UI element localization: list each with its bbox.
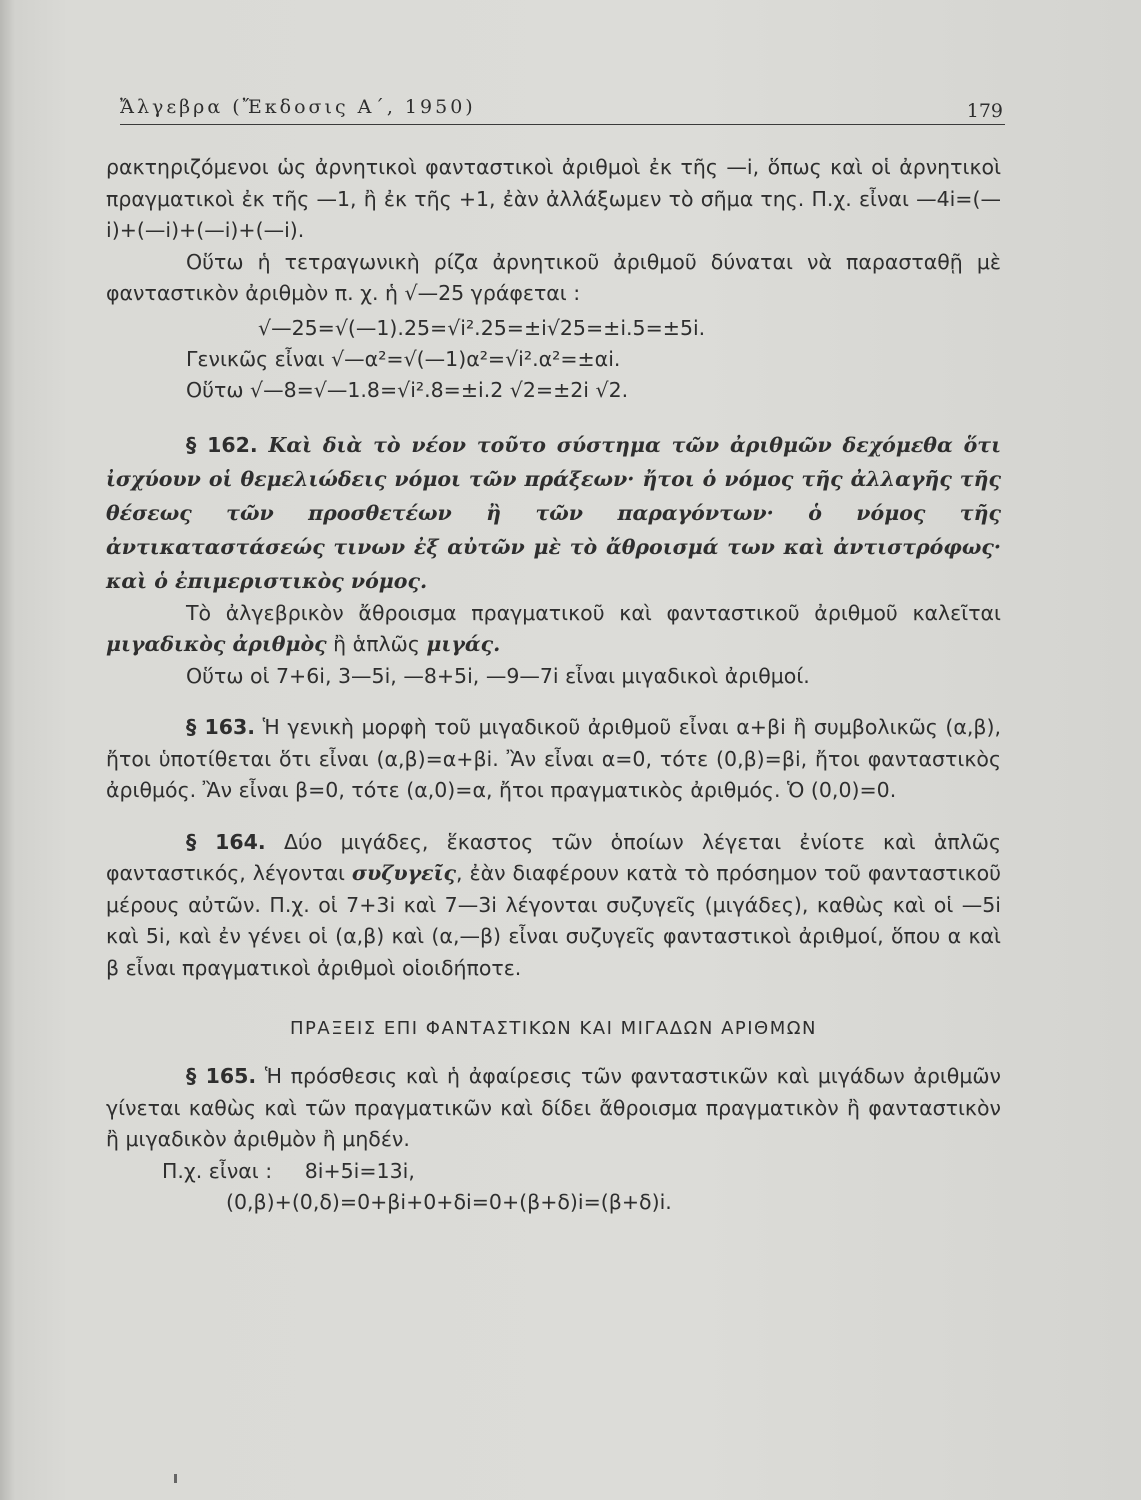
- equation-sqrt-8: Οὕτω √—8=√—1.8=√i².8=±i.2 √2=±2i √2.: [186, 377, 629, 402]
- section-164-text-b: , ἐὰν διαφέρουν κατὰ τὸ πρόσημον τοῦ φανταστικοῦ μέρους αὐτῶν. Π.χ. οἱ 7+3i καὶ 7—3i λέγονται συζυγεῖς (μιγάδες), καθὼς καὶ οἱ —5i καὶ 5i, καὶ ἐν γένει οἱ (α,β) καὶ (α,—β) εἶναι συζυγεῖς φανταστικοὶ ἀριθμοί, ὅπου α καὶ β εἶναι πραγματικοὶ ἀριθμοὶ οἱοιδήποτε.: [106, 861, 1001, 980]
- paragraph-complex-examples: Οὕτω οἱ 7+6i, 3—5i, —8+5i, —9—7i εἶναι μιγαδικοὶ ἀριθμοί.: [186, 663, 810, 688]
- section-163: [106, 712, 1001, 807]
- running-header: [120, 94, 1005, 125]
- section-162-text: Καὶ διὰ τὸ νέον τοῦτο σύστημα τῶν ἀριθμῶν δεχόμεθα ὅτι ἰσχύουν οἱ θεμελιώδεις νόμοι τῶν πράξεων· ἤτοι ὁ νόμος τῆς ἀλλαγῆς τῆς θέσεως τῶν προσθετέων ἢ τῶν παραγόντων· ὁ νόμος τῆς ἀντικαταστάσεώς τινων ἐξ αὐτῶν μὲ τὸ ἄθροισμά των καὶ ἀντιστρόφως· καὶ ὁ ἐπιμεριστικὸς νόμος.: [106, 432, 1001, 593]
- section-163-text: Ἡ γενικὴ μορφὴ τοῦ μιγαδικοῦ ἀριθμοῦ εἶναι α+βi ἢ συμβολικῶς (α,β), ἤτοι ὑποτίθεται ὅτι εἶναι (α,β)=α+βi. Ἂν εἶναι α=0, τότε (0,β)=βi, ἤτοι φανταστικὸς ἀριθμός. Ἂν εἶναι β=0, τότε (α,0)=α, ἤτοι πραγματικὸς ἀριθμός. Ὁ (0,0)=0.: [106, 715, 1001, 802]
- section-164-text-a: Δύο μιγάδες, ἕκαστος τῶν ὁποίων λέγεται ἐνίοτε καὶ ἁπλῶς φανταστικός, λέγονται: [106, 829, 1002, 885]
- section-165-text: Ἡ πρόσθεσις καὶ ἡ ἀφαίρεσις τῶν φανταστικῶν καὶ μιγάδων ἀριθμῶν γίνεται καθὼς καὶ τῶν πραγματικῶν καὶ δίδει ἄθροισμα πραγματικὸν ἢ φανταστικὸν ἢ μιγαδικὸν ἀριθμὸν ἢ μηδέν.: [106, 1064, 1002, 1151]
- chapter-heading: ΠΡΑΞΕΙΣ ΕΠΙ ΦΑΝΤΑΣΤΙΚΩΝ ΚΑΙ ΜΙΓΑΔΩΝ ΑΡΙΘΜΩΝ: [290, 1018, 817, 1039]
- term-complex-number: μιγαδικὸς ἀριθμὸς: [106, 632, 327, 656]
- term-conjugate: συζυγεῖς: [351, 861, 456, 885]
- page-body: [106, 152, 1001, 1218]
- paragraph-continuation: ρακτηριζόμενοι ὡς ἀρνητικοὶ φανταστικοὶ ἀριθμοὶ ἐκ τῆς —i, ὅπως καὶ οἱ ἀρνητικοὶ πραγματικοὶ ἐκ τῆς —1, ἢ ἐκ τῆς +1, ἐὰν ἀλλάξωμεν τὸ σῆμα της. Π.χ. εἶναι —4i=(—i)+(—i)+(—i)+(—i).: [106, 155, 1001, 242]
- term-migas: μιγάς.: [426, 632, 501, 656]
- page-spine-shadow: [0, 0, 14, 1500]
- section-number-163: § 163.: [186, 715, 256, 739]
- section-162: [106, 428, 1001, 598]
- section-number-165: § 165.: [186, 1064, 257, 1088]
- equation-sqrt-25: √—25=√(—1).25=√i².25=±i√25=±i.5=±5i.: [258, 315, 706, 340]
- paragraph-complex-definition: [106, 598, 1001, 661]
- section-164: [106, 827, 1001, 985]
- complex-def-text-b: ἢ ἁπλῶς: [326, 632, 427, 656]
- running-title: Ἄλγεβρα (Ἔκδοσις Α΄, 1950): [120, 96, 476, 118]
- complex-def-text-a: Τὸ ἀλγεβρικὸν ἄθροισμα πραγματικοῦ καὶ φανταστικοῦ ἀριθμοῦ καλεῖται: [186, 600, 1001, 625]
- example-line-2: (0,β)+(0,δ)=0+βi+0+δi=0+(β+δ)i=(β+δ)i.: [226, 1189, 672, 1214]
- equation-general: Γενικῶς εἶναι √—α²=√(—1)α²=√i².α²=±αi.: [186, 346, 621, 371]
- paragraph-square-root: Οὕτω ἡ τετραγωνικὴ ρίζα ἀρνητικοῦ ἀριθμοῦ δύναται νὰ παρασταθῇ μὲ φανταστικὸν ἀριθμὸν π. χ. ἡ √—25 γράφεται :: [106, 249, 1001, 305]
- example-line-1: Π.χ. εἶναι : 8i+5i=13i,: [162, 1158, 415, 1183]
- section-number-164: § 164.: [186, 829, 266, 854]
- paper-speck: [174, 1474, 177, 1483]
- section-165: [106, 1061, 1001, 1156]
- page-number: 179: [966, 100, 1003, 122]
- section-number-162: § 162.: [186, 432, 258, 457]
